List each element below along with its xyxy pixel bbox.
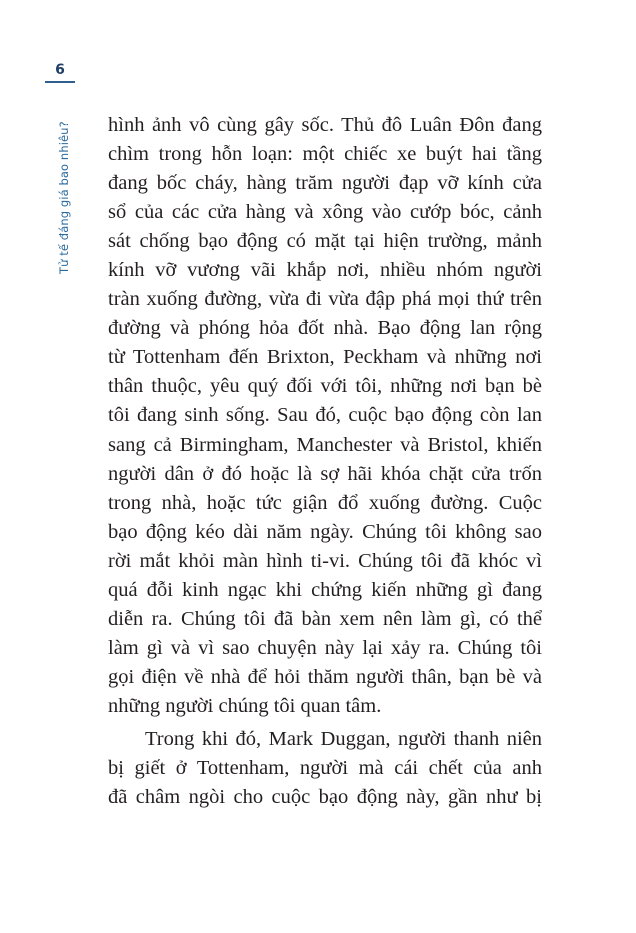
paragraph-1 [108, 111, 542, 721]
paragraph-2 [108, 725, 542, 812]
text-line: đường và phóng hỏa đốt nhà. Bạo động lan rộng [108, 317, 542, 340]
text-line: đang bốc cháy, hàng trăm người đạp vỡ kính cửa [108, 172, 542, 195]
body-text [108, 111, 542, 812]
text-line: đã châm ngòi cho cuộc bạo động này, gần như bị [108, 786, 542, 809]
text-line: thân thuộc, yêu quý đối với tôi, những nơi bạn bè [108, 375, 542, 398]
text-line: sát chống bạo động có mặt tại hiện trường, mảnh [108, 230, 542, 253]
text-line: tràn xuống đường, vừa đi vừa đập phá mọi thứ trên [108, 288, 542, 311]
text-line: gọi điện về nhà để hỏi thăm người thân, bạn bè và [108, 665, 542, 688]
text-line: kính vỡ vương vãi khắp nơi, nhiều nhóm người [108, 259, 542, 282]
page-number-rule [45, 81, 75, 83]
text-line: bị giết ở Tottenham, người mà cái chết của anh [108, 757, 542, 780]
text-line: quá đỗi kinh ngạc khi chứng kiến những gì đang [108, 578, 542, 601]
text-line: bạo động kéo dài năm ngày. Chúng tôi không sao [108, 520, 542, 543]
text-line: sang cả Birmingham, Manchester và Bristol, khiến [108, 433, 542, 456]
text-line: làm gì và vì sao chuyện này lại xảy ra. Chúng tôi [108, 636, 542, 659]
text-line: Trong khi đó, Mark Duggan, người thanh niên [145, 727, 542, 750]
running-head [57, 98, 77, 278]
text-line: diễn ra. Chúng tôi đã bàn xem nên làm gì, có thể [108, 607, 542, 630]
text-line: tôi đang sinh sống. Sau đó, cuộc bạo động còn lan [108, 404, 542, 427]
running-head-title: Tử tế đáng giá bao nhiêu? [57, 121, 71, 274]
text-line: những người chúng tôi quan tâm. [108, 694, 382, 717]
text-line: hình ảnh vô cùng gây sốc. Thủ đô Luân Đôn đang [108, 114, 542, 136]
text-line: từ Tottenham đến Brixton, Peckham và những nơi [108, 346, 542, 369]
page-number: 6 [55, 62, 65, 78]
text-line: rời mắt khỏi màn hình ti-vi. Chúng tôi đã khóc vì [108, 549, 542, 572]
text-line: chìm trong hỗn loạn: một chiếc xe buýt hai tầng [108, 143, 542, 166]
text-line: sổ của các cửa hàng và xông vào cướp bóc, cảnh [108, 201, 542, 224]
text-line: người dân ở đó hoặc là sợ hãi khóa chặt cửa trốn [108, 462, 542, 485]
text-line: trong nhà, hoặc tức giận đổ xuống đường. Cuộc [108, 491, 542, 514]
